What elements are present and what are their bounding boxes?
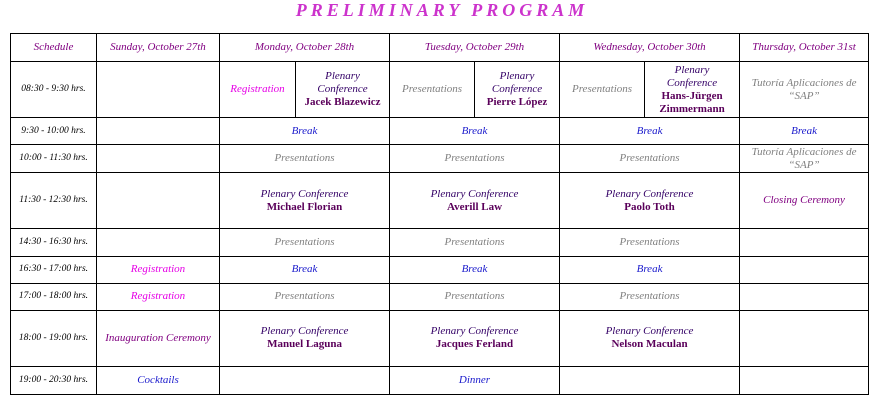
- header-schedule: Schedule: [11, 34, 97, 62]
- closing-ceremony-cell: Closing Ceremony: [740, 173, 869, 229]
- empty-cell: [97, 62, 220, 118]
- table-row: [11, 366, 869, 394]
- header-monday: Monday, October 28th: [220, 34, 390, 62]
- presentations-cell: Presentations: [220, 229, 390, 256]
- table-row: [11, 62, 869, 118]
- plenary-cell: [645, 62, 740, 118]
- inauguration-ceremony-cell: Inauguration Ceremony: [97, 310, 220, 366]
- speaker-name: Nelson Maculan: [611, 338, 688, 351]
- time-cell: 16:30 - 17:00 hrs.: [11, 256, 97, 283]
- plenary-cell: [220, 173, 390, 229]
- break-cell: Break: [560, 256, 740, 283]
- plenary-label: Plenary Conference: [491, 70, 543, 96]
- plenary-cell: [475, 62, 560, 118]
- plenary-cell: [390, 173, 560, 229]
- header-tuesday: Tuesday, October 29th: [390, 34, 560, 62]
- break-cell: Break: [560, 118, 740, 145]
- table-row: [11, 173, 869, 229]
- empty-cell: [220, 366, 390, 394]
- break-cell: Break: [390, 118, 560, 145]
- plenary-cell: [220, 310, 390, 366]
- plenary-label: Plenary Conference: [260, 325, 349, 338]
- presentations-cell: Presentations: [390, 283, 560, 310]
- time-cell: 14:30 - 16:30 hrs.: [11, 229, 97, 256]
- presentations-cell: Presentations: [390, 145, 560, 173]
- registration-cell: Registration: [97, 256, 220, 283]
- empty-cell: [560, 366, 740, 394]
- tutorial-cell: Tutoría Aplicaciones de “SAP”: [740, 62, 869, 118]
- plenary-cell: [560, 310, 740, 366]
- plenary-cell: [560, 173, 740, 229]
- speaker-name: Jacques Ferland: [435, 338, 514, 351]
- plenary-label: Plenary Conference: [605, 187, 694, 200]
- speaker-name: Manuel Laguna: [267, 338, 342, 351]
- time-cell: 19:00 - 20:30 hrs.: [11, 366, 97, 394]
- empty-cell: [740, 283, 869, 310]
- header-row: [11, 34, 869, 62]
- empty-cell: [97, 173, 220, 229]
- header-sunday: Sunday, October 27th: [97, 34, 220, 62]
- table-row: [11, 229, 869, 256]
- presentations-cell: Presentations: [560, 229, 740, 256]
- header-thursday: Thursday, October 31st: [740, 34, 869, 62]
- time-cell: 08:30 - 9:30 hrs.: [11, 62, 97, 118]
- plenary-cell: [296, 62, 390, 118]
- presentations-cell: Presentations: [560, 145, 740, 173]
- header-wednesday: Wednesday, October 30th: [560, 34, 740, 62]
- plenary-label: Plenary Conference: [605, 325, 694, 338]
- speaker-name: Pierre López: [486, 96, 548, 109]
- plenary-label: Plenary Conference: [666, 63, 718, 89]
- speaker-name: Paolo Toth: [624, 200, 675, 213]
- speaker-name: Michael Florian: [266, 200, 343, 213]
- table-row: [11, 256, 869, 283]
- time-cell: 18:00 - 19:00 hrs.: [11, 310, 97, 366]
- empty-cell: [740, 310, 869, 366]
- tutorial-cell: Tutoría Aplicaciones de “SAP”: [740, 145, 869, 173]
- presentations-cell: Presentations: [390, 229, 560, 256]
- empty-cell: [740, 229, 869, 256]
- speaker-name: Averill Law: [446, 200, 503, 213]
- empty-cell: [740, 256, 869, 283]
- speaker-name: Jacek Blazewicz: [304, 96, 381, 109]
- plenary-cell: [390, 310, 560, 366]
- time-cell: 9:30 - 10:00 hrs.: [11, 118, 97, 145]
- break-cell: Break: [740, 118, 869, 145]
- break-cell: Break: [220, 118, 390, 145]
- empty-cell: [97, 118, 220, 145]
- table-row: [11, 145, 869, 173]
- time-cell: 11:30 - 12:30 hrs.: [11, 173, 97, 229]
- registration-cell: Registration: [220, 62, 296, 118]
- speaker-name: Hans-Jürgen Zimmermann: [659, 89, 725, 115]
- presentations-cell: Presentations: [220, 145, 390, 173]
- break-cell: Break: [390, 256, 560, 283]
- dinner-cell: Dinner: [390, 366, 560, 394]
- empty-cell: [740, 366, 869, 394]
- empty-cell: [97, 145, 220, 173]
- program-table: [10, 33, 869, 395]
- table-row: [11, 118, 869, 145]
- plenary-label: Plenary Conference: [317, 70, 368, 96]
- presentations-cell: Presentations: [560, 283, 740, 310]
- plenary-label: Plenary Conference: [430, 187, 519, 200]
- table-row: [11, 310, 869, 366]
- plenary-label: Plenary Conference: [260, 187, 349, 200]
- plenary-label: Plenary Conference: [430, 325, 519, 338]
- registration-cell: Registration: [97, 283, 220, 310]
- table-row: [11, 283, 869, 310]
- time-cell: 10:00 - 11:30 hrs.: [11, 145, 97, 173]
- presentations-cell: Presentations: [220, 283, 390, 310]
- presentations-cell: Presentations: [560, 62, 645, 118]
- presentations-cell: Presentations: [390, 62, 475, 118]
- time-cell: 17:00 - 18:00 hrs.: [11, 283, 97, 310]
- empty-cell: [97, 229, 220, 256]
- page-title: PRELIMINARY PROGRAM: [295, 0, 589, 20]
- break-cell: Break: [220, 256, 390, 283]
- cocktails-cell: Cocktails: [97, 366, 220, 394]
